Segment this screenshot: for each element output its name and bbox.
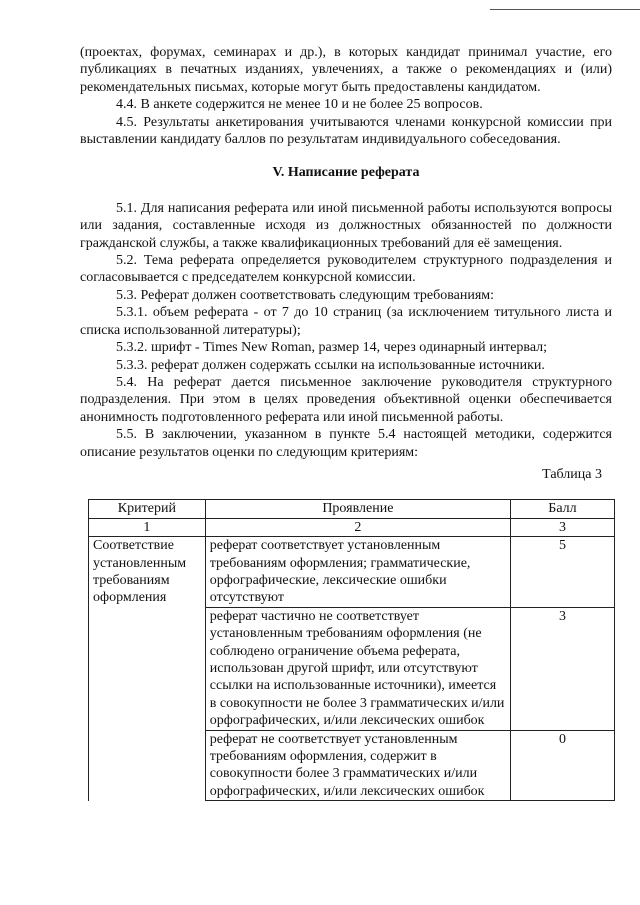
column-number-2: 2 bbox=[205, 518, 510, 536]
criterion-cell: Соответствие установленным требованиям оформления bbox=[89, 537, 206, 608]
section-paragraph-5-5: 5.5. В заключении, указанном в пункте 5.4 настоящей методики, содержится описание результатов оценки по следующим критериям: bbox=[80, 427, 612, 460]
table-row bbox=[89, 730, 615, 801]
manifestation-cell: реферат частично не соответствует установленным требованиям оформления (не соблюдено ограничение объема реферата, использован другой шрифт, или отсутствуют ссылки на использованные источники), имеется в совокупности не более 3 грамматических и/или орфографических, и/или лексических ошибок bbox=[205, 607, 510, 730]
column-number-1: 1 bbox=[89, 518, 206, 536]
table-row bbox=[89, 537, 615, 608]
criterion-cell-continued bbox=[89, 607, 206, 730]
document-page bbox=[80, 44, 612, 801]
table-number-row bbox=[89, 518, 615, 536]
intro-paragraph-1: (проектах, форумах, семинарах и др.), в которых кандидат принимал участие, его публикациях в печатных изданиях, увлечениях, а также о рекомендациях и (или) рекомендательных письмах, которые могут быть предоставлены кандидатом. bbox=[80, 45, 612, 95]
score-cell: 3 bbox=[510, 607, 614, 730]
section-paragraph-5-3-1: 5.3.1. объем реферата - от 7 до 10 страниц (за исключением титульного листа и списка использованной литературы); bbox=[80, 305, 612, 338]
table-caption: Таблица 3 bbox=[542, 466, 602, 482]
intro-paragraph-2: 4.4. В анкете содержится не менее 10 и не более 25 вопросов. bbox=[116, 97, 483, 113]
column-number-3: 3 bbox=[510, 518, 614, 536]
score-cell: 5 bbox=[510, 537, 614, 608]
page-top-rule bbox=[490, 9, 640, 10]
manifestation-cell: реферат не соответствует установленным требованиям оформления, содержит в совокупности более 3 грамматических и/или орфографических, и/или лексических ошибок bbox=[205, 730, 510, 801]
header-score: Балл bbox=[510, 500, 614, 518]
header-manifestation: Проявление bbox=[205, 500, 510, 518]
section-paragraph-5-4: 5.4. На реферат дается письменное заключение руководителя структурного подразделения. При этом в целях проведения объективной оценки обеспечивается анонимность подготовленного реферата или иной письменной работы. bbox=[80, 374, 612, 425]
score-cell: 0 bbox=[510, 730, 614, 801]
header-criterion: Критерий bbox=[89, 500, 206, 518]
section-paragraph-5-2: 5.2. Тема реферата определяется руководителем структурного подразделения и согласовывается с председателем конкурсной комиссии. bbox=[80, 253, 612, 286]
manifestation-cell: реферат соответствует установленным требованиям оформления; грамматические, орфографические, лексические ошибки отсутствуют bbox=[205, 537, 510, 608]
criteria-table bbox=[88, 499, 615, 801]
section-title: V. Написание реферата bbox=[272, 165, 420, 181]
table-header-row bbox=[89, 500, 615, 518]
section-paragraph-5-3-2: 5.3.2. шрифт - Times New Roman, размер 14, через одинарный интервал; bbox=[116, 340, 548, 356]
section-paragraph-5-1: 5.1. Для написания реферата или иной письменной работы используются вопросы или задания, составленные исходя из должностных обязанностей по должности гражданской службы, а также квалификационных требований для её замещения. bbox=[80, 200, 612, 251]
criterion-cell-continued bbox=[89, 730, 206, 801]
section-paragraph-5-3: 5.3. Реферат должен соответствовать следующим требованиям: bbox=[116, 287, 495, 303]
table-row bbox=[89, 607, 615, 730]
intro-paragraph-3: 4.5. Результаты анкетирования учитываются членами конкурсной комиссии при выставлении кандидату баллов по результатам индивидуального собеседования. bbox=[80, 114, 612, 148]
section-paragraph-5-3-3: 5.3.3. реферат должен содержать ссылки на использованные источники. bbox=[116, 357, 545, 373]
